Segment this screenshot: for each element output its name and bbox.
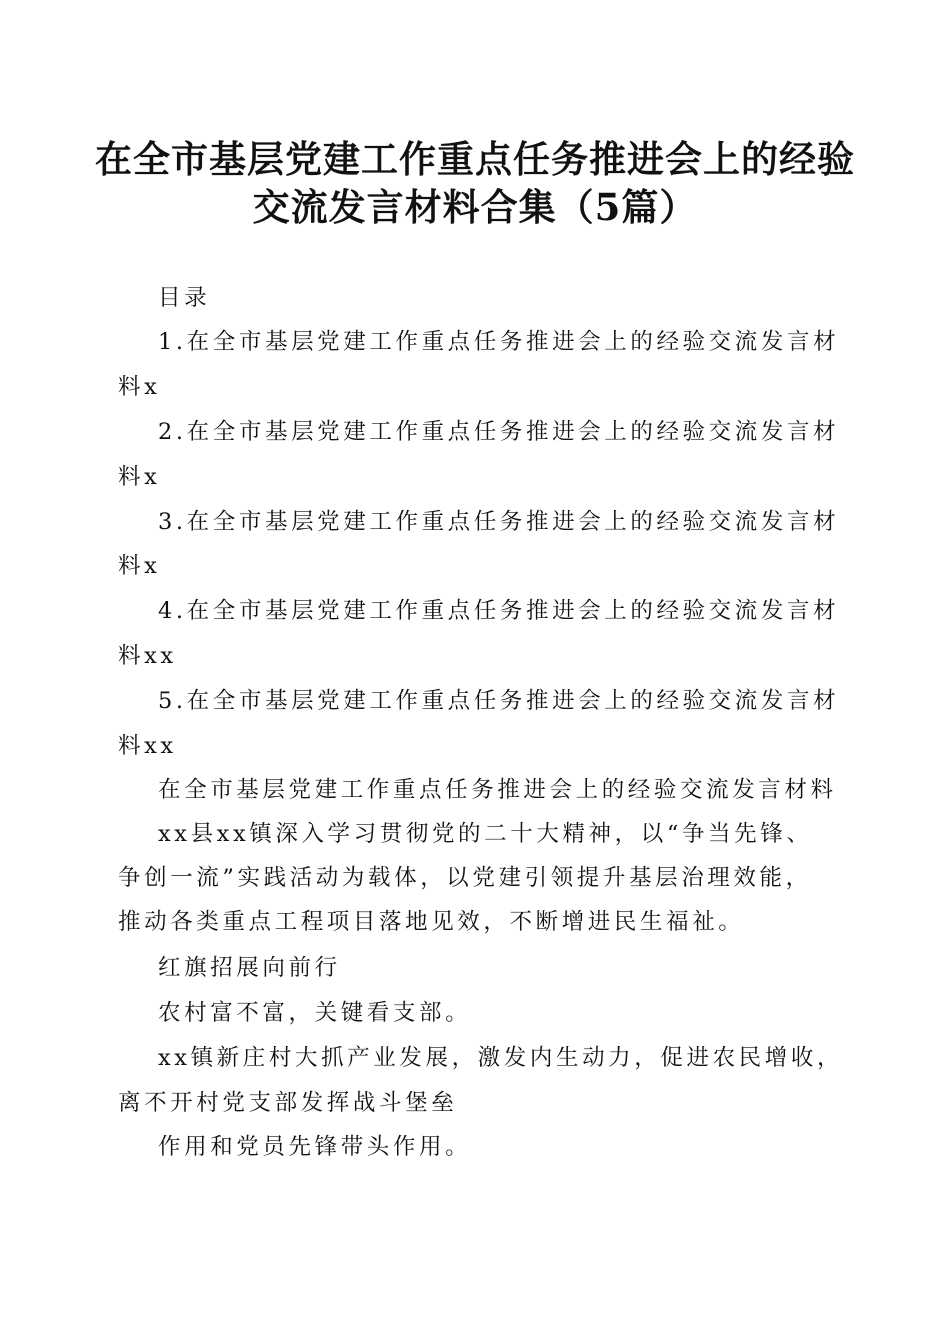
toc-item-1-line2: 料x (118, 374, 161, 400)
toc-item-3-line1: 3.在全市基层党建工作重点任务推进会上的经验交流发言材 (158, 509, 840, 535)
subheading: 红旗招展向前行 (158, 955, 341, 981)
paragraph-2-line1: xx镇新庄村大抓产业发展，激发内生动力，促进农民增收， (158, 1045, 844, 1071)
document-title-line2: 交流发言材料合集（5篇） (252, 185, 698, 229)
toc-item-5-line2: 料xx (118, 733, 177, 759)
intro-line2: 争创一流”实践活动为载体，以党建引领提升基层治理效能， (118, 865, 812, 891)
paragraph-2-line2: 离不开村党支部发挥战斗堡垒 (118, 1090, 458, 1116)
toc-item-4-line2: 料xx (118, 643, 177, 669)
intro-line1: xx县xx镇深入学习贯彻党的二十大精神，以“争当先锋、 (158, 821, 813, 847)
toc-item-4-line1: 4.在全市基层党建工作重点任务推进会上的经验交流发言材 (158, 598, 840, 624)
toc-item-1-line1: 1.在全市基层党建工作重点任务推进会上的经验交流发言材 (158, 329, 840, 355)
intro-line3: 推动各类重点工程项目落地见效，不断增进民生福祉。 (118, 909, 745, 935)
document-title-line1: 在全市基层党建工作重点任务推进会上的经验 (95, 137, 855, 181)
toc-heading: 目录 (158, 285, 211, 311)
section-title: 在全市基层党建工作重点任务推进会上的经验交流发言材料 (158, 777, 837, 803)
toc-item-5-line1: 5.在全市基层党建工作重点任务推进会上的经验交流发言材 (158, 688, 840, 714)
paragraph-1: 农村富不富，关键看支部。 (158, 1000, 472, 1026)
toc-item-2-line1: 2.在全市基层党建工作重点任务推进会上的经验交流发言材 (158, 419, 840, 445)
paragraph-3: 作用和党员先锋带头作用。 (158, 1134, 472, 1160)
toc-item-3-line2: 料x (118, 553, 161, 579)
toc-item-2-line2: 料x (118, 464, 161, 490)
